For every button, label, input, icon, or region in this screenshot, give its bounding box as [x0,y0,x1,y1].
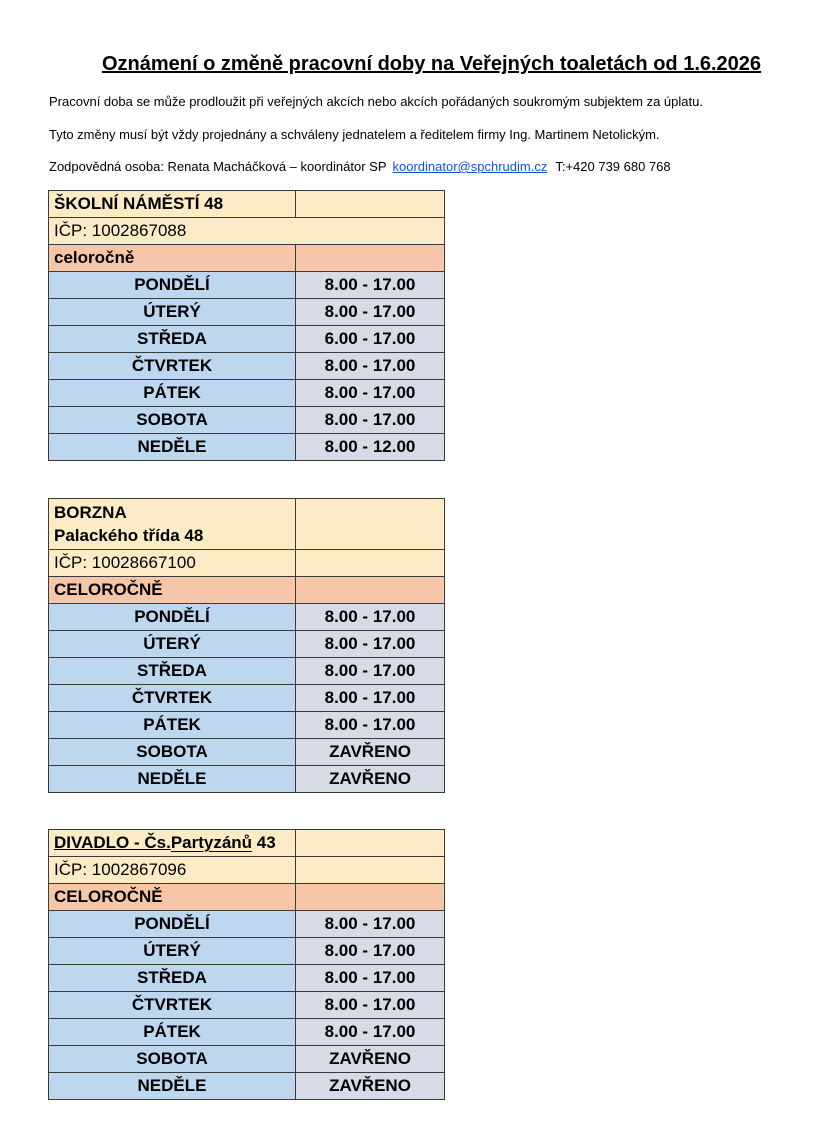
page-title: Oznámení o změně pracovní doby na Veřejných toaletách od 1.6.2026 [101,53,762,75]
table-row [49,766,445,793]
day-name: ÚTERÝ [49,938,296,965]
day-name: ČTVRTEK [49,353,296,380]
season-empty-cell [296,577,445,604]
schedule-table-divadlo [48,829,445,1100]
opening-hours: 8.00 - 17.00 [296,965,445,992]
table-row [49,739,445,766]
location-address: Palackého třída 48 [54,526,204,545]
season-row [49,577,445,604]
opening-hours: 8.00 - 17.00 [296,992,445,1019]
responsible-person-line [49,159,671,175]
season-label: celoročně [49,245,296,272]
day-name: PÁTEK [49,380,296,407]
table-row [49,1046,445,1073]
info-paragraph-extension: Pracovní doba se může prodloužit při veřejných akcích nebo akcích pořádaných soukromým subjektem za úplatu. [49,94,703,109]
location-name-number: 43 [252,833,276,852]
schedule-table-borzna [48,498,445,793]
day-name: SOBOTA [49,739,296,766]
table-row [49,938,445,965]
day-name: NEDĚLE [49,1073,296,1100]
opening-hours: 8.00 - 17.00 [296,299,445,326]
schedule-table-skolni-namesti [48,190,445,461]
table-header-row [49,830,445,857]
season-row [49,884,445,911]
day-name: STŘEDA [49,326,296,353]
day-name: NEDĚLE [49,766,296,793]
season-label: CELOROČNĚ [49,577,296,604]
table-row [49,1019,445,1046]
day-name: PONDĚLÍ [49,604,296,631]
table-row [49,1073,445,1100]
opening-hours: 8.00 - 17.00 [296,712,445,739]
table-row [49,353,445,380]
opening-hours: 6.00 - 17.00 [296,326,445,353]
location-icp: IČP: 10028667100 [49,550,296,577]
opening-hours: 8.00 - 17.00 [296,938,445,965]
opening-hours: 8.00 - 17.00 [296,911,445,938]
opening-hours: 8.00 - 17.00 [296,631,445,658]
icp-row [49,218,445,245]
day-name: STŘEDA [49,658,296,685]
season-label: CELOROČNĚ [49,884,296,911]
day-name: PONDĚLÍ [49,911,296,938]
table-row [49,685,445,712]
table-row [49,299,445,326]
icp-row [49,550,445,577]
day-name: SOBOTA [49,1046,296,1073]
icp-empty-cell [296,857,445,884]
coordinator-phone: T:+420 739 680 768 [555,159,671,174]
day-name: ÚTERÝ [49,299,296,326]
table-row [49,658,445,685]
location-icp: IČP: 1002867096 [49,857,296,884]
location-name: BORZNA [54,503,127,522]
day-name: STŘEDA [49,965,296,992]
opening-hours: ZAVŘENO [296,1073,445,1100]
table-row [49,992,445,1019]
season-empty-cell [296,884,445,911]
table-row [49,272,445,299]
table-row [49,712,445,739]
opening-hours: 8.00 - 17.00 [296,685,445,712]
opening-hours: 8.00 - 12.00 [296,434,445,461]
location-name-prefix: DIVADLO - Čs. [54,833,171,852]
opening-hours: 8.00 - 17.00 [296,272,445,299]
table-header-row [49,499,445,550]
table-row [49,965,445,992]
opening-hours: ZAVŘENO [296,766,445,793]
table-row [49,604,445,631]
location-name-street: Partyzánů [170,833,253,852]
opening-hours: 8.00 - 17.00 [296,353,445,380]
opening-hours: 8.00 - 17.00 [296,380,445,407]
opening-hours: 8.00 - 17.00 [296,658,445,685]
table-row [49,407,445,434]
table-row [49,380,445,407]
table-header-row [49,191,445,218]
table-row [49,434,445,461]
opening-hours: ZAVŘENO [296,1046,445,1073]
location-icp: IČP: 1002867088 [49,218,445,245]
day-name: SOBOTA [49,407,296,434]
table-row [49,911,445,938]
season-row [49,245,445,272]
location-name: ŠKOLNÍ NÁMĚSTÍ 48 [49,191,296,218]
responsible-person-label: Zodpovědná osoba: Renata Macháčková – koordinátor SP [49,159,387,174]
location-name-cell [49,830,296,857]
opening-hours: 8.00 - 17.00 [296,407,445,434]
info-paragraph-approval: Tyto změny musí být vždy projednány a schváleny jednatelem a ředitelem firmy Ing. Martinem Netolickým. [49,127,660,142]
location-name-cell [49,499,296,550]
season-empty-cell [296,245,445,272]
header-empty-cell [296,499,445,550]
day-name: PÁTEK [49,1019,296,1046]
day-name: PÁTEK [49,712,296,739]
day-name: ČTVRTEK [49,992,296,1019]
icp-row [49,857,445,884]
table-row [49,326,445,353]
day-name: ÚTERÝ [49,631,296,658]
header-empty-cell [296,191,445,218]
opening-hours: 8.00 - 17.00 [296,1019,445,1046]
icp-empty-cell [296,550,445,577]
table-row [49,631,445,658]
coordinator-email-link[interactable]: koordinator@spchrudim.cz [392,159,548,174]
day-name: NEDĚLE [49,434,296,461]
day-name: PONDĚLÍ [49,272,296,299]
opening-hours: 8.00 - 17.00 [296,604,445,631]
day-name: ČTVRTEK [49,685,296,712]
opening-hours: ZAVŘENO [296,739,445,766]
header-empty-cell [296,830,445,857]
